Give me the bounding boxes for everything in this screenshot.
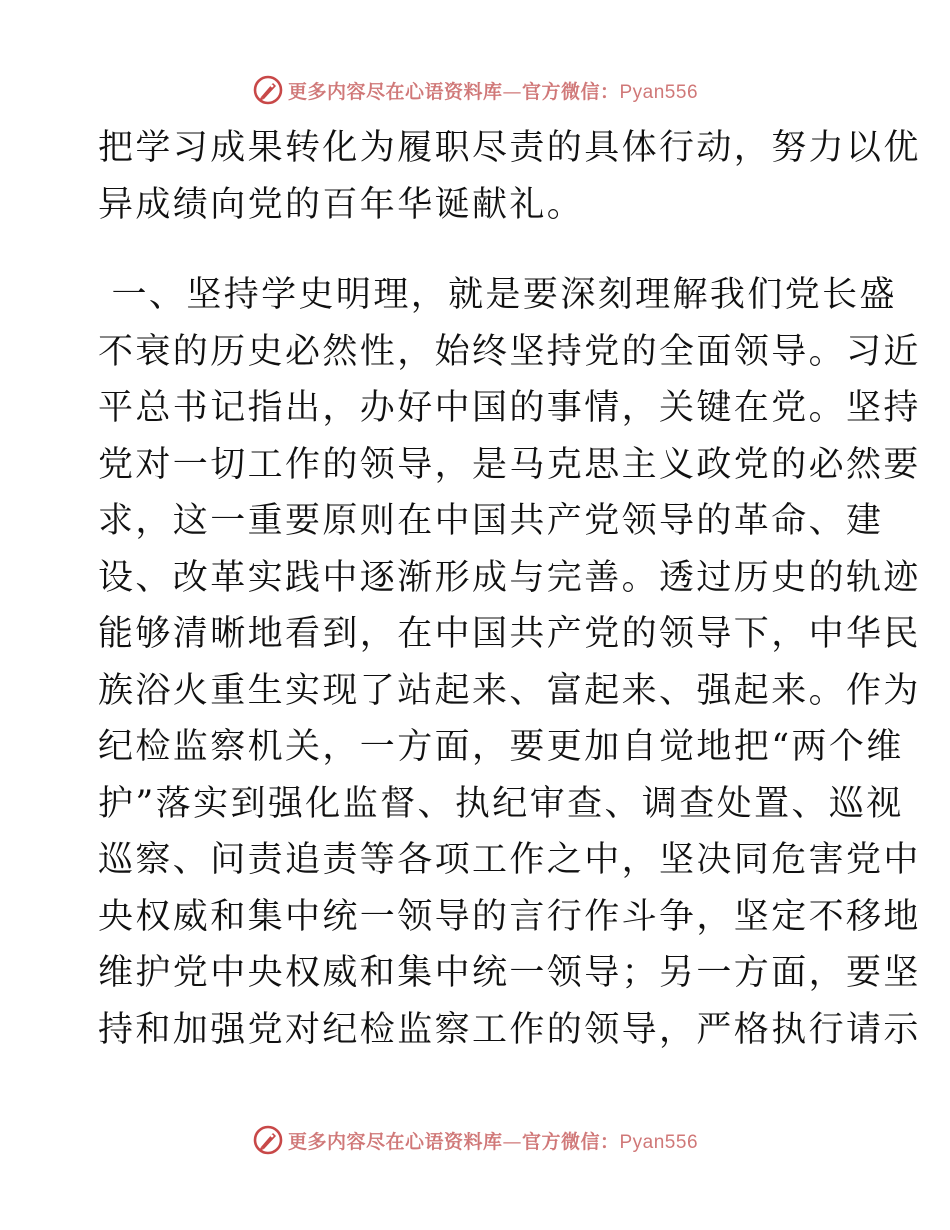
paragraph-1 bbox=[98, 120, 921, 233]
pen-nib-logo-icon bbox=[252, 1124, 284, 1156]
footer-watermark bbox=[0, 1120, 950, 1160]
text-line: 护”落实到强化监督、执纪审查、调查处置、巡视 bbox=[98, 783, 904, 824]
text-line: 求，这一重要原则在中国共产党领导的革命、建 bbox=[98, 501, 884, 541]
text-line: 设、改革实践中逐渐形成与完善。透过历史的轨迹 bbox=[98, 557, 921, 598]
text-line: 能够清晰地看到，在中国共产党的领导下，中华民 bbox=[98, 614, 921, 654]
text-line: 持和加强党对纪检监察工作的领导，严格执行请示 bbox=[98, 1009, 921, 1050]
text-line: 党对一切工作的领导，是马克思主义政党的必然要 bbox=[98, 444, 921, 485]
text-line: 一、坚持学史明理，就是要深刻理解我们党长盛 bbox=[98, 275, 897, 315]
text-line: 纪检监察机关，一方面，要更加自觉地把“两个维 bbox=[98, 727, 904, 767]
text-line: 平总书记指出，办好中国的事情，关键在党。坚持 bbox=[98, 388, 921, 428]
text-line: 异成绩向党的百年华诞献礼。 bbox=[98, 184, 585, 225]
document-body bbox=[98, 120, 921, 1058]
text-line: 把学习成果转化为履职尽责的具体行动，努力以优 bbox=[98, 128, 921, 168]
watermark-text: 更多内容尽在心语资料库—官方微信：Pyan556 bbox=[287, 1130, 699, 1153]
pen-nib-logo-icon bbox=[252, 74, 284, 106]
text-line: 不衰的历史必然性，始终坚持党的全面领导。习近 bbox=[98, 331, 921, 372]
paragraph-2 bbox=[98, 267, 921, 1058]
text-line: 央权威和集中统一领导的言行作斗争，坚定不移地 bbox=[98, 896, 921, 937]
header-watermark bbox=[0, 70, 950, 110]
text-line: 族浴火重生实现了站起来、富起来、强起来。作为 bbox=[98, 670, 921, 711]
text-line: 维护党中央权威和集中统一领导；另一方面，要坚 bbox=[98, 953, 921, 993]
text-line: 巡察、问责追责等各项工作之中，坚决同危害党中 bbox=[98, 840, 921, 880]
watermark-text: 更多内容尽在心语资料库—官方微信：Pyan556 bbox=[287, 80, 699, 103]
